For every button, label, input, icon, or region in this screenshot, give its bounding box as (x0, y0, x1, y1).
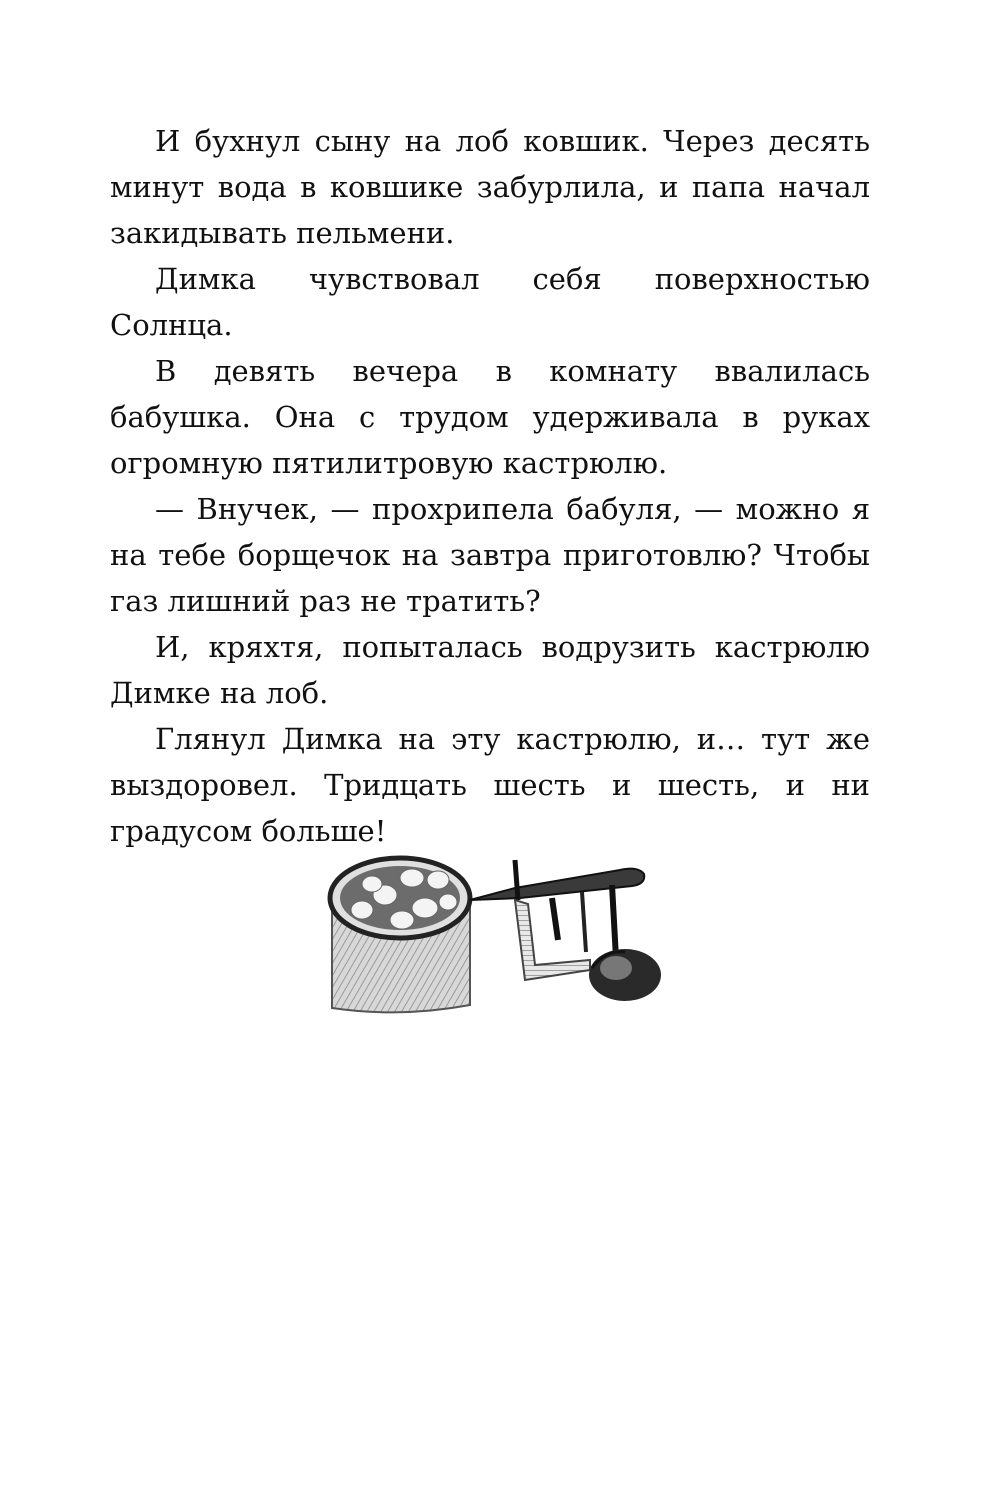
paragraph-4: — Внучек, — прохрипела бабуля, — можно я на тебе борщечок на завтра приготовлю? Чтобы газ лишний раз не тратить? (110, 492, 870, 618)
paragraph-6: Глянул Димка на эту кастрюлю, и… тут же выздоровел. Тридцать шесть и шесть, и ни градусом больше! (110, 722, 870, 848)
story-text (110, 118, 870, 854)
paragraph-3: В девять вечера в комнату ввалилась бабушка. Она с трудом удерживала в руках огромную пятилитровую кастрюлю. (110, 354, 870, 480)
pot-with-dumplings-icon (320, 840, 680, 1040)
paragraph-5: И, кряхтя, попыталась водрузить кастрюлю Димке на лоб. (110, 630, 870, 710)
paragraph-2: Димка чувствовал себя поверхностью Солнца. (110, 262, 870, 342)
paragraph-1: И бухнул сыну на лоб ковшик. Через десять минут вода в ковшике забурлила, и папа начал закидывать пельмени. (110, 124, 870, 250)
